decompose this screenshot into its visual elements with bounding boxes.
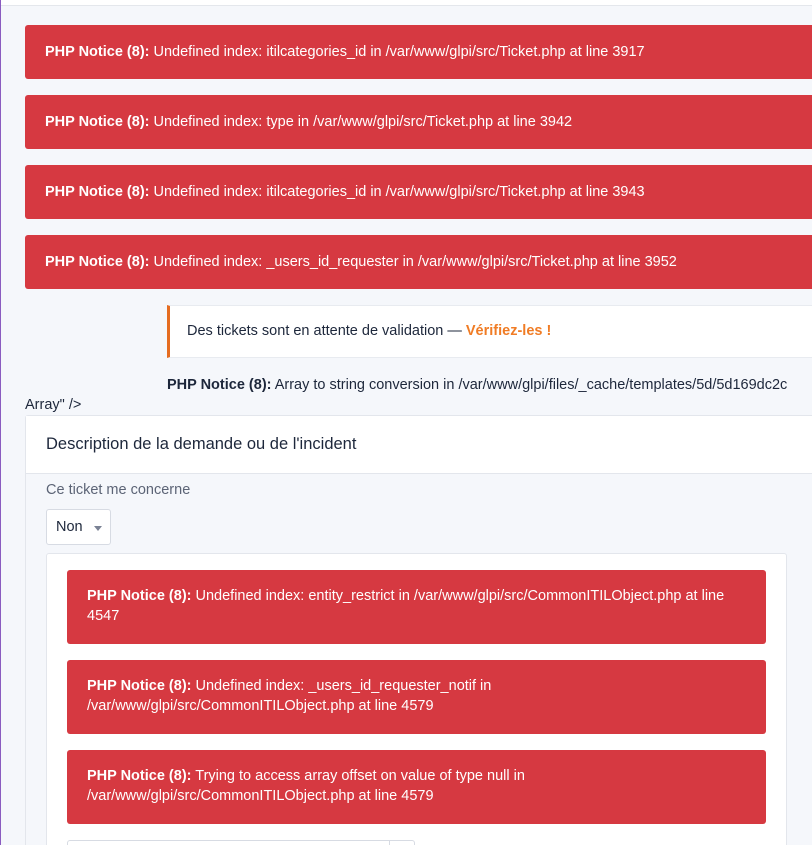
card-title: Description de la demande ou de l'incident [26, 416, 812, 474]
notice-message: Undefined index: itilcategories_id in /var/www/glpi/src/Ticket.php at line 3943 [149, 184, 645, 200]
notice-label: PHP Notice (8): [87, 678, 192, 694]
notice-message: Trying to access array offset on value of type null in /var/www/glpi/src/CommonITILObject.php at line 4579 [87, 768, 525, 804]
notice-label: PHP Notice (8): [45, 184, 150, 200]
window-left-border [0, 0, 1, 845]
validation-alert [167, 305, 812, 358]
notice-message: Undefined index: _users_id_requester_notif in /var/www/glpi/src/CommonITILObject.php at line 4579 [87, 678, 492, 714]
notice-message: Undefined index: _users_id_requester in /var/www/glpi/src/Ticket.php at line 3952 [149, 254, 677, 270]
notice-label: PHP Notice (8): [167, 377, 272, 393]
notice-label: PHP Notice (8): [45, 44, 150, 60]
concerned-select-value: Non [56, 519, 83, 535]
php-notice [67, 570, 766, 644]
validation-alert-text: Des tickets sont en attente de validation — [187, 323, 466, 339]
notice-label: PHP Notice (8): [87, 768, 192, 784]
notice-label: PHP Notice (8): [45, 114, 150, 130]
notice-label: PHP Notice (8): [87, 588, 192, 604]
notice-message: Array to string conversion in /var/www/glpi/files/_cache/templates/5d/5d169dc2c [271, 377, 788, 393]
php-notice [25, 95, 812, 149]
concerned-select[interactable] [46, 509, 111, 545]
php-notice [25, 25, 812, 79]
php-notice [25, 165, 812, 219]
notice-label: PHP Notice (8): [45, 254, 150, 270]
top-header-strip [1, 0, 812, 6]
concerned-field-label: Ce ticket me concerne [46, 482, 191, 498]
partial-input-field[interactable] [67, 840, 415, 845]
stray-markup-text: Array" /> [25, 397, 82, 413]
input-divider [389, 841, 390, 845]
notice-message: Undefined index: itilcategories_id in /var/www/glpi/src/Ticket.php at line 3917 [149, 44, 645, 60]
dropdown-caret-icon [94, 526, 102, 531]
array-conversion-notice [167, 375, 812, 395]
notice-message: Undefined index: entity_restrict in /var/www/glpi/src/CommonITILObject.php at line 4547 [87, 588, 725, 624]
php-notice [67, 660, 766, 734]
notice-message: Undefined index: type in /var/www/glpi/src/Ticket.php at line 3942 [149, 114, 573, 130]
php-notice [67, 750, 766, 824]
verify-tickets-link[interactable]: Vérifiez-les ! [465, 323, 552, 339]
php-notice [25, 235, 812, 289]
